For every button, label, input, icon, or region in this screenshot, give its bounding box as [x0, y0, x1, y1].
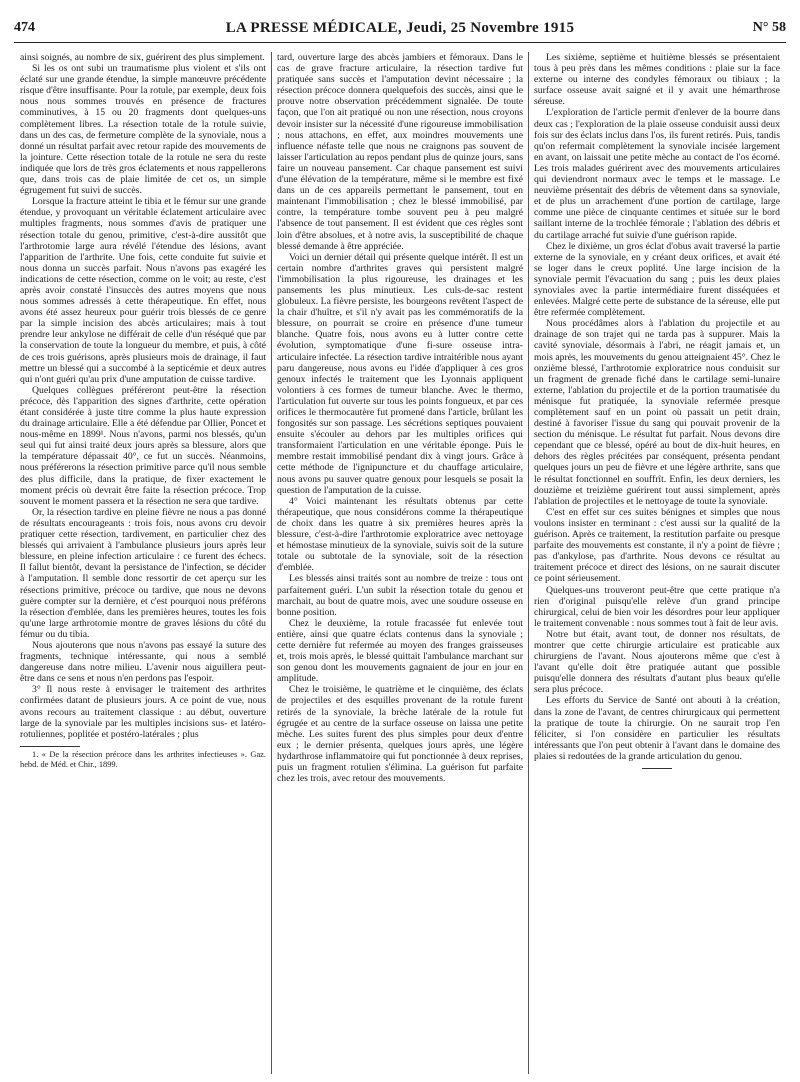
column-3 [534, 52, 780, 1074]
paragraph: Notre but était, avant tout, de donner nos résultats, de montrer que cette chirurgie articulaire est praticable aux chirurgiens de l'avant. Nous ajouterons même que c'est à l'avant qu'elle doit être pratiquée autant que possible puisqu'elle donnera des résultats d'autant plus beaux qu'elle sera plus précoce. [534, 628, 780, 696]
paragraph: Si les os ont subi un traumatisme plus violent et s'ils ont éclaté sur une grande étendue, la simple manœuvre précédente risque d'être insuffisante. Pour la rotule, par exemple, deux fois nous nous sommes trouvés en présence de fractures comminutives, à 15 ou 20 fragments dont quelques-uns complètement libres. La résection totale de la rotule suivie, dans un des cas, de fermeture complète de la synoviale, nous a donné un résultat parfait avec retour rapide des mouvements de la jointure. Cette résection totale de la rotule ne sera du reste indiquée que lors de très gros éclatements et nous rappellerons que, dans trois cas de plaie limitée de cet os, un simple égrugement fut suivi de succès. [20, 63, 266, 197]
journal-title-line [226, 20, 575, 37]
paragraph: Voici un dernier détail qui présente quelque intérêt. Il est un certain nombre d'arthrites graves qui persistent malgré l'immobilisation la plus rigoureuse, les drainages et les pansements les plus minutieux. Les culs-de-sac restent globuleux. La fièvre persiste, les bourgeons revêtent l'aspect de la chair d'huître, et s'il n'y avait pas les commémoratifs de la blessure, on pourrait se croire en présence d'une tumeur blanche. Quatre fois, nous avons eu à lutter contre cette évolution, symptomatique d'une fi-sure osseuse intra-articulaire infectée. La résection tardive intraitérible nous ayant paru dangereuse, nous avons eu l'idée d'appliquer à ces gros genoux infectés le traitement que les Lyonnais appliquent volontiers à ces formes de tumeur blanche. Avec le thermo, l'articulation fut ouverte sur tous les points fongueux, et par ces orifices le thermocautère fut promené dans l'article, brûlant les fongosités sur son passage. Les sécrétions septiques pouvaient ensuite s'écouler au dehors par les multiples orifices qui transformaient l'articulation en une véritable éponge. Puis le membre restait immobilisé pendant dix à vingt jours. Grâce à cette méthode de l'ignipuncture et du chauffage articulaire, nous avons pu sauver quatre genoux pour lesquels se posait la question de l'amputation de la cuisse. [277, 251, 523, 496]
page-number: 474 [14, 20, 35, 35]
paragraph: Or, la résection tardive en pleine fièvre ne nous a pas donné de résultats encourageants : trois fois, nous avons cru devoir pratiquer cette résection, tardivement, en particulier chez des blessés qui arrivaient à l'ambulance plusieurs jours après leur blessure, en pleine infection articulaire : ce furent des échecs. Il fallut bientôt, devant la persistance de l'infection, se décider à l'amputation. Il semble donc ressortir de cet aperçu sur les résections primitive, précoce ou tardive, que nous ne devons guère compter sur la dernière, et c'est pourquoi nous préférons la résection d'emblée, dans les premières heures, toutes les fois qu'une large arthrotomie montre de graves lésions du côté du fémur ou du tibia. [20, 506, 266, 640]
issue-number: N° 58 [752, 20, 786, 35]
paragraph: Chez le deuxième, la rotule fracassée fut enlevée tout entière, ainsi que quatre éclats contenus dans la synoviale ; cette dernière fut refermée au moyen des franges graisseuses et, trois mois après, le blessé quittait l'ambulance marchant sur son genou dont les mouvements gagnaient de jour en jour en amplitude. [277, 617, 523, 685]
paragraph: Chez le troisième, le quatrième et le cinquième, des éclats de projectiles et des esquilles provenant de la rotule furent retirés de la synoviale, la brèche latérale de la rotule fut égrugée et au centre de la surface osseuse on laissa une petite mèche. Les suites furent des plus simples pour deux d'entre eux ; le dernier présenta, quelques jours après, une légère hydarthrose inflammatoire qui fut ponctionnée à deux reprises, puis un fragment rotulien s'élimina. La guérison fut parfaite chez les trois, avec retour des mouvements. [277, 684, 523, 785]
paragraph: Quelques-uns trouveront peut-être que cette pratique n'a rien d'original puisqu'elle relève d'un grand principe chirurgical, celui de bien voir les désordres pour leur appliquer le traitement convenable : nous sommes tout à fait de leur avis. [534, 584, 780, 629]
paragraph: Quelques collègues préféreront peut-être la résection précoce, dès l'apparition des signes d'arthrite, cette opération étant considérée à juste titre comme la plus haute expression du drainage articulaire. Elle a été défendue par Ollier, Poncet et nous-même en 1899¹. Nous n'avons, parmi nos blessés, qu'un seul qui fut ainsi traité deux jours après sa blessure, alors que la température dépassait 40°, ce fut un succès. Néanmoins, nous préférerons la résection primitive parce qu'il nous semble des plus difficile, dans la pratique, de fixer exactement le moment précis où devrait être faite la résection précoce. Trop souvent le moment passera et la résection ne sera que tardive. [20, 384, 266, 507]
column-1 [20, 52, 266, 1074]
page-header [14, 14, 786, 43]
paragraph: Lorsque la fracture atteint le tibia et le fémur sur une grande étendue, y provoquant un véritable éclatement articulaire avec multiples fragments, nous sommes d'avis de pratiquer une résection totale du genou, primitive, c'est-à-dire aussitôt que l'arthrotomie large aura révélé l'étendue des lésions, avant l'apparition de l'arthrite. Une fois, cette conduite fut suivie et nous donna un succès parfait. Nous n'avons pas exagéré les indications de cette résection, comme on le voit; au reste, c'est après avoir constaté l'insuccès des autres moyens que nous nous sommes adressés à cette thérapeutique. En effet, nous avons été assez heureux pour guérir trois blessés de ce genre par la simple incision des abcès articulaires; mais à tout prendre leur ankylose ne différait de celle d'un réséqué que par la conservation de toute la longueur du membre, et puis, à côté de ces trois guérisons, après plusieurs mois de drainage, il faut mettre un blessé qui a succombé à la septicémie et deux autres qui n'ont guéri qu'au prix d'une amputation de cuisse tardive. [20, 196, 266, 385]
article-columns [20, 52, 780, 1074]
paragraph: 4° Voici maintenant les résultats obtenus par cette thérapeutique, que nous considérons comme la thérapeutique de choix dans les quatre à six premières heures après la blessure, c'est-à-dire l'arthrotomie exploratrice avec nettoyage et hémostase minutieux de la synoviale, suivis soit de la suture totale ou subtotale de la synoviale, soit de la résection d'emblée. [277, 495, 523, 574]
paragraph: Les blessés ainsi traités sont au nombre de treize : tous ont parfaitement guéri. L'un subit la résection totale du genou et marchait, au bout de quatre mois, avec une soudure osseuse en bonne position. [277, 573, 523, 618]
paragraph: ainsi soignés, au nombre de six, guérirent des plus simplement. [20, 52, 265, 63]
paragraph: Les sixième, septième et huitième blessés se présentaient tous à peu près dans les mêmes conditions : plaie sur la face externe ou interne des condyles fémoraux ou tibiaux ; la surface osseuse avait saigné et il y avait une hémarthrose séreuse. [534, 52, 780, 108]
paragraph: C'est en effet sur ces suites bénignes et simples que nous voulons insister en terminant : c'est aussi sur la qualité de la guérison. Après ce traitement, la restitution parfaite ou presque parfaite des mouvements est constante, il n'y a point de fièvre ; pas d'ankylose, pas d'arthrite. Nous devons ce résultat au traitement précoce et direct des lésions, on ne saurait discuter ce point sérieusement. [534, 506, 780, 585]
column-2 [277, 52, 523, 1074]
paragraph: Chez le dixième, un gros éclat d'obus avait traversé la partie externe de la synoviale, en y créant deux orifices, et avait été se loger dans le creux poplité. Une large incision de la synoviale permit l'évacuation du sang ; puis les deux plaies synoviales avec la partie intermédiaire furent disséquées et enlevées. Malgré cette perte de substance de la séreuse, elle put être refermée complètement. [534, 240, 780, 319]
paragraph: Nous ajouterons que nous n'avons pas essayé la suture des fragments, technique intéressante, qui nous a semblé dangereuse dans notre milieu. L'avenir nous aiguillera peut-être dans ce sens et nous n'en perdons pas l'espoir. [20, 639, 266, 685]
column-divider [528, 52, 529, 1074]
footnote: 1. « De la résection précoce dans les arthrites infectieuses ». Gaz. hebd. de Méd. et Chir., 1899. [20, 749, 266, 769]
issue-date: Jeudi, 25 Novembre 1915 [405, 19, 575, 36]
paragraph: Les efforts du Service de Santé ont abouti à la création, dans la zone de l'avant, de centres chirurgicaux qui permettent la pratique de toute la chirurgie. On ne saurait trop l'en féliciter, si l'on considère en particulier les résultats intéressants que l'on peut obtenir à l'avant dans le domaine des plaies si redoutées de la grande articulation du genou. [534, 695, 780, 762]
paragraph: tard, ouverture large des abcès jambiers et fémoraux. Dans le cas de grave fracture articulaire, la résection tardive fut pratiquée sans succès et l'amputation devint nécessaire ; la résection précoce donnera quelquefois des succès, ainsi que le prouve notre observation précédemment signalée. De toute façon, que l'on ait pratiqué ou non une résection, nous croyons devoir insister sur la nécessité d'une rigoureuse immobilisation ; nous attachons, en effet, aux moindres mouvements une influence néfaste telle que nous ne craignons pas souvent de laisser l'articulation au repos pendant plus de quinze jours, sans faire un nouveau pansement. Car chaque pansement est suivi d'une élévation de la température, même si le membre est fixé dans un de ces appareils permettant le pansement, tout en maintenant l'immobilisation ; chez le blessé immobilisé, par contre, la température tombe souvent peu à peu malgré l'absence de tout pansement. Il est évident que ces règles sont loin d'être absolues, et à notre avis, la susceptibilité de chaque blessé demande à être appréciée. [277, 52, 523, 252]
journal-title: LA PRESSE MÉDICALE, [225, 19, 402, 36]
column-divider [271, 52, 272, 1074]
article-end-rule [642, 768, 672, 769]
paragraph: L'exploration de l'article permit d'enlever de la bourre dans deux cas ; l'exploration de la plaie osseuse conduisit aussi deux fois sur des éclats inclus dans l'os, ils furent retirés. Puis, tandis qu'on refermait complètement la synoviale incisée largement en avant, on laissait une petite mèche au contact de l'os écorné. Les trois malades guérirent avec des mouvements articulaires qui deviendront normaux avec le temps et le massage. Le neuvième présentait des débris de vêtement dans sa synoviale, et de plus un arrachement d'une portion de cartilage, large comme une pièce de cinquante centimes et située sur le bord saillant interne de la trochlée fémorale ; l'ablation des débris et du cartilage arraché fut suivie d'une guérison rapide. [534, 107, 780, 241]
paragraph: 3° Il nous reste à envisager le traitement des arthrites confirmées datant de plusieurs jours. A ce point de vue, nous avons recours au traitement classique : au début, ouverture large de la synoviale par les multiples incisions sus- et latéro-rotuliennes, poplitée et postéro-latérales ; plus [20, 684, 266, 740]
footnote-divider [20, 746, 80, 747]
paragraph: Nous procédâmes alors à l'ablation du projectile et au drainage de son trajet qui ne tarda pas à suppurer. Mais la cavité synoviale, désormais à l'abri, ne réagit jamais et, un mois après, les mouvements du genou atteignaient 45°. Chez le onzième blessé, l'arthrotomie exploratrice nous conduisit sur un fragment de grenade fiché dans le cartilage semi-lunaire externe, l'ablation du projectile et de la portion traumatisée du ménisque fut pratiquée, la synoviale refermée presque complètement sauf en un point où passait un petit drain, destiné à favoriser l'issue du sang qui pouvait provenir de la section du ménisque. Le résultat fut parfait. Nous devons dire cependant que ce blessé, opéré au bout de dix-huit heures, en dehors des règles précitées par conséquent, présenta pendant quelques jours un peu de fièvre et une légère arthrite, sans que le résultat fonctionnel en souffrît. Enfin, les deux derniers, les douzième et treizième guérirent tout aussi simplement, après l'ablation de projectiles et le nettoyage de toute la synoviale. [534, 318, 780, 507]
